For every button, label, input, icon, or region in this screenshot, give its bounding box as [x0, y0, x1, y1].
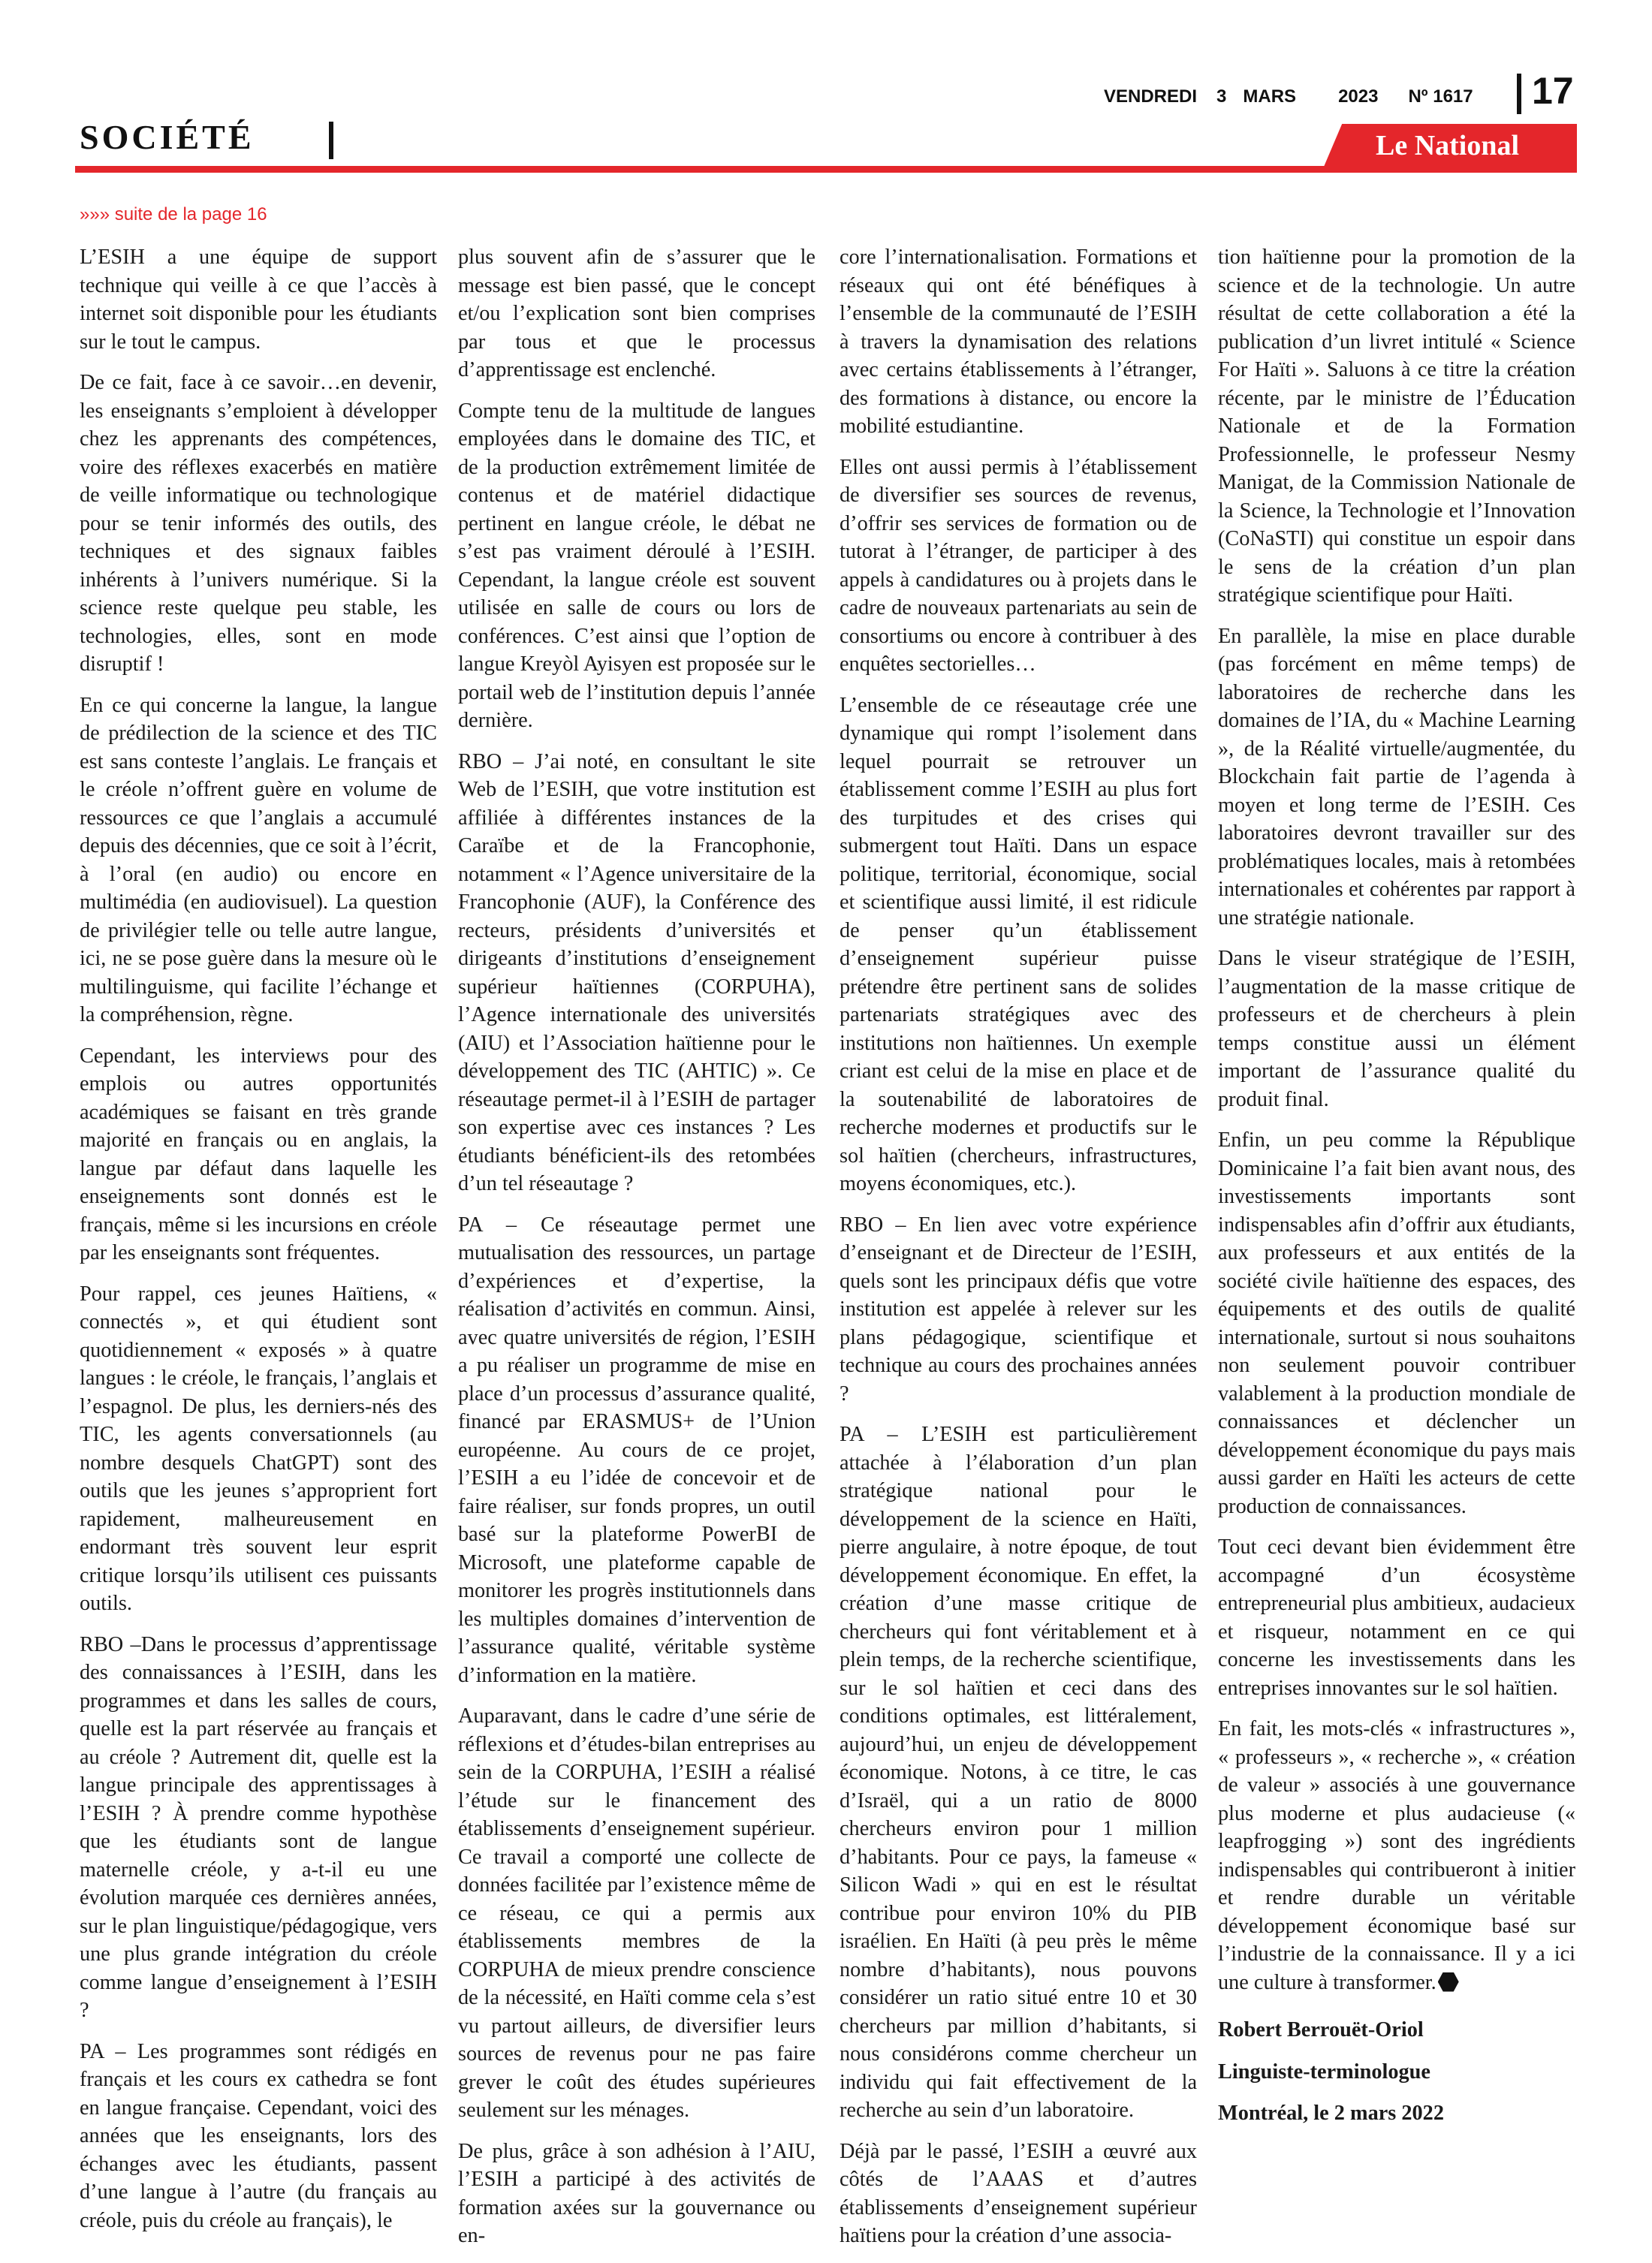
author-name: Robert Berrouët-Oriol — [1218, 2018, 1424, 2042]
final-paragraph-text: En fait, les mots-clés « infrastructures », « professeurs », « recherche », « création de valeur » associés à une gouvernance plus moderne et plus audacieuse (« leapfrogging ») sont des ingrédients indispensables qui contribueront à initier et rendre durable un véritable développement économique basé sur l’industrie de la connaissance. Il y a ici une culture à transformer. — [1218, 1717, 1575, 1994]
paragraph: PA – Ce réseautage permet une mutualisation des ressources, un partage d’expériences et d’expertise, la réalisation d’activités en commun. Ainsi, avec quatre universités de région, l’ESIH a pu réaliser un programme de mise en place d’un processus d’assurance qualité, financé par ERASMUS+ de l’Union européenne. Au cours de ce projet, l’ESIH a eu l’idée de concevoir et de faire réaliser, sur fonds propres, un outil basé sur la plateforme PowerBI de Microsoft, une plateforme capable de monitorer les progrès institutionnels dans les multiples domaines d’intervention de l’assurance qualité, véritable système d’information en la matière. — [458, 1213, 815, 1687]
paragraph: PA – Les programmes sont rédigés en français et les cours ex cathedra se font en langue française. Cependant, voici des années que les enseignants, lors des échanges avec les étudiants, passent d’une langue à l’autre (du français au créole, puis du créole au français), le — [80, 2039, 437, 2232]
signature-place-date: Montréal, le 2 mars 2022 — [1218, 2102, 1444, 2125]
article-column-4 — [1218, 243, 1575, 2141]
continued-from-label: »»» suite de la page 16 — [80, 204, 267, 224]
article-column-2 — [458, 243, 815, 2263]
issue-day: VENDREDI — [1104, 86, 1198, 107]
paragraph: En ce qui concerne la langue, la langue de prédilection de la science et des TIC est sans conteste l’anglais. Le français et le créole n’offrent guère en volume de ressources ce que l’anglais a accumulé depuis des décennies, que ce soit à l’écrit, à l’oral (en audio) ou encore en multimédia (en audiovisuel). La question de privilégier telle ou telle autre langue, ici, ne se pose guère dans la mesure où le multilinguisme, qui facilite l’échange et la compréhension, règne. — [80, 693, 437, 1026]
paragraph: Enfin, un peu comme la République Dominicaine l’a fait bien avant nous, des investissements importants sont indispensables afin d’offrir aux étudiants, aux professeurs et aux entités de la société civile haïtienne des espaces, des équipements et des outils de qualité internationale, surtout si nous souhaitons non seulement pouvoir contribuer valablement à la production mondiale de connaissances et déclencher un développement économique du pays mais aussi garder en Haïti les acteurs de cette production de connaissances. — [1218, 1128, 1575, 1518]
issue-date-number: 3 — [1216, 86, 1227, 107]
paragraph: En parallèle, la mise en place durable (pas forcément en même temps) de laboratoires de recherche dans les domaines de l’IA, du « Machine Learning », de la Réalité virtuelle/augmentée, du Blockchain fait partie de l’agenda à moyen et long terme de l’ESIH. Ces laboratoires devront travailler sur des problématiques locales, mais à retombées internationales et cohérentes par rapport à une stratégie nationale. — [1218, 624, 1575, 930]
issue-year: 2023 — [1338, 86, 1379, 107]
paragraph: Tout ceci devant bien évidemment être accompagné d’un écosystème entrepreneurial plus ambitieux, audacieux et risqueur, notamment en ce qui concerne les investissements dans les entreprises innovantes sur le sol haïtien. — [1218, 1535, 1575, 1700]
issue-number: Nº 1617 — [1408, 86, 1473, 107]
paragraph: RBO –Dans le processus d’apprentissage des connaissances à l’ESIH, dans les programmes et dans les salles de cours, quelle est la part réservée au français et au créole ? Autrement dit, quelle est la langue principale des apprentissages à l’ESIH ? À prendre comme hypothèse que les étudiants sont de langue maternelle créole, y a-t-il eu une évolution marquée ces dernières années, sur le plan linguistique/pédagogique, vers une plus grande intégration du créole comme langue d’enseignement à l’ESIH ? — [80, 1632, 437, 2022]
paragraph: RBO – J’ai noté, en consultant le site Web de l’ESIH, que votre institution est affiliée à différentes instances de la Caraïbe et de la Francophonie, notamment « l’Agence universitaire de la Francophonie (AUF), la Conférence des recteurs, présidents d’universités et dirigeants d’institutions d’enseignement supérieur haïtiennes (CORPUHA), l’Agence internationale des universités (AIU) et l’Association haïtienne pour le développement des TIC (AHTIC) ». Ce réseautage permet-il à l’ESIH de partager son expertise avec ces instances ? Les étudiants bénéficient-ils des retombées d’un tel réseautage ? — [458, 749, 815, 1195]
paragraph: Dans le viseur stratégique de l’ESIH, l’augmentation de la masse critique de professeurs et de chercheurs à plein temps constitue aussi un élément important de l’assurance qualité du produit final. — [1218, 947, 1575, 1111]
paragraph: PA – L’ESIH est particulièrement attachée à l’élaboration d’un plan stratégique national pour le développement de la science en Haïti, pierre angulaire, à notre époque, de tout développement économique. En effet, la création d’une masse critique de chercheurs qui font véritablement et à plein temps, de la recherche scientifique, sur le sol haïtien et ceci dans des conditions optimales, est littéralement, aujourd’hui, un enjeu de développement économique. Notons, à ce titre, le cas d’Israël, qui a un ratio de 8000 chercheurs environ pour 1 million d’habitants. Pour ce pays, la fameuse « Silicon Wadi » qui en est le résultat contribue pour environ 10% du PIB israélien. En Haïti (à peu près le même nombre d’habitants), nous pouvons considérer un ratio situé entre 10 et 30 chercheurs par million d’habitants, si nous considérons comme chercheur un individu qui fait effectivement de la recherche au sein d’un laboratoire. — [840, 1423, 1197, 2122]
paragraph: Auparavant, dans le cadre d’une série de réflexions et d’études-bilan entreprises au sein de la CORPUHA, l’ESIH a réalisé l’étude sur le financement des établissements d’enseignement supérieur. Ce travail a comporté une collecte de données facilitée par l’existence même de ce réseau, ce qui a permis aux établissements membres de la CORPUHA de mieux prendre conscience de la nécessité, en Haïti comme cela s’est vu partout ailleurs, de diversifier leurs sources de revenus pour ne pas faire grever le coût des études supérieures seulement sur les ménages. — [458, 1704, 815, 2122]
paragraph: plus souvent afin de s’assurer que le message est bien passé, que le concept et/ou l’explication sont bien comprises par tous et que le processus d’apprentissage est enclenché. — [458, 246, 815, 381]
page-number-divider — [1517, 74, 1521, 114]
article-column-3 — [840, 243, 1197, 2263]
paragraph: Pour rappel, ces jeunes Haïtiens, « connectés », et qui étudient sont quotidiennement « exposés » à quatre langues : le créole, le français, l’anglais et l’espagnol. De plus, les derniers-nés des TIC, les agents conversationnels (au nombre desquels ChatGPT) sont des outils que les jeunes s’approprient fort rapidement, malheureusement en endormant très souvent leur esprit critique lorsqu’ils utilisent ces puissants outils. — [80, 1282, 437, 1615]
dateline — [1104, 86, 1473, 107]
author-role: Linguiste-terminologue — [1218, 2060, 1430, 2084]
issue-month: MARS — [1243, 86, 1297, 107]
paragraph: Elles ont aussi permis à l’établissement de diversifier ses sources de revenus, d’offrir ses services de formation ou de tutorat à l’étranger, de participer à des appels à candidatures ou à projets dans le cadre de nouveaux partenariats au sein de consortiums ou encore à contribuer à des enquêtes sectorielles… — [840, 455, 1197, 676]
page-number: 17 — [1532, 70, 1574, 112]
section-divider — [329, 122, 333, 159]
article-column-1 — [80, 243, 437, 2247]
header-rule — [75, 166, 1577, 173]
paragraph: L’ESIH a une équipe de support technique qui veille à ce que l’accès à internet soit disponible pour les étudiants sur le tout le campus. — [80, 246, 437, 354]
paragraph: Déjà par le passé, l’ESIH a œuvré aux côtés de l’AAAS et d’autres établissements d’enseignement supérieur haïtiens pour la création d’une associa- — [840, 2139, 1197, 2247]
paragraph: De ce fait, face à ce savoir…en devenir, les enseignants s’emploient à développer chez les apprenants des compétences, voire des réflexes exacerbés en matière de veille informatique ou technologique pour se tenir informés des outils, des techniques et des signaux faibles inhérents à l’univers numérique. Si la science reste quelque peu stable, les technologies, elles, sont en mode disruptif ! — [80, 371, 437, 676]
final-paragraph — [1218, 1715, 1575, 1996]
paragraph: De plus, grâce à son adhésion à l’AIU, l’ESIH a participé à des activités de formation axées sur la gouvernance ou en- — [458, 2139, 815, 2247]
brand-name: Le National — [1376, 130, 1520, 161]
section-title: SOCIÉTÉ — [80, 118, 255, 156]
paragraph: core l’internationalisation. Formations et réseaux qui ont été bénéfiques à l’ensemble de la communauté de l’ESIH à travers la dynamisation des relations avec certains établissements à l’étranger, des formations à distance, ou encore la mobilité estudiantine. — [840, 246, 1197, 438]
paragraph: Compte tenu de la multitude de langues employées dans le domaine des TIC, et de la production extrêmement limitée de contenus et de matériel didactique pertinent en langue créole, le débat ne s’est pas vraiment déroulé à l’ESIH. Cependant, la langue créole est souvent utilisée en salle de cours ou lors de conférences. C’est ainsi que l’option de langue Kreyòl Ayisyen est proposée sur le portail web de l’institution depuis l’année dernière. — [458, 399, 815, 732]
paragraph: Cependant, les interviews pour des emplois ou autres opportunités académiques se faisant en très grande majorité en français ou en anglais, la langue par défaut dans laquelle les enseignements sont donnés est le français, même si les incursions en créole par les enseignants sont fréquentes. — [80, 1044, 437, 1264]
paragraph: tion haïtienne pour la promotion de la science et de la technologie. Un autre résultat de cette collaboration a été la publication d’un livret intitulé « Science For Haïti ». Saluons à ce titre la création récente, par le ministre de l’Éducation Nationale et de la Formation Professionnelle, le professeur Nesmy Manigat, de la Commission Nationale de la Science, la Technologie et l’Innovation (CoNaSTI) qui constitue un espoir dans le sens de la création d’un plan stratégique scientifique pour Haïti. — [1218, 246, 1575, 607]
paragraph: RBO – En lien avec votre expérience d’enseignant et de Directeur de l’ESIH, quels sont les principaux défis que votre institution est appelée à relever sur les plans pédagogique, scientifique et technique au cours des prochaines années ? — [840, 1213, 1197, 1406]
signature-block — [1218, 2016, 1575, 2128]
paragraph: L’ensemble de ce réseautage crée une dynamique qui rompt l’isolement dans lequel pourrait se retrouver un établissement comme l’ESIH au plus fort des turpitudes et des crises qui submergent tout Haïti. Dans un espace politique, territorial, économique, social et scientifique aussi limité, il est ridicule de penser qu’un établissement d’enseignement supérieur puisse prétendre être pertinent sans de solides partenariats stratégiques avec des institutions non haïtiennes. Un exemple criant est celui de la mise en place et de la soutenabilité de laboratoires de recherche modernes et productifs sur le sol haïtien (chercheurs, infrastructures, moyens économiques, etc.). — [840, 693, 1197, 1195]
end-of-article-icon — [1438, 1972, 1459, 1992]
